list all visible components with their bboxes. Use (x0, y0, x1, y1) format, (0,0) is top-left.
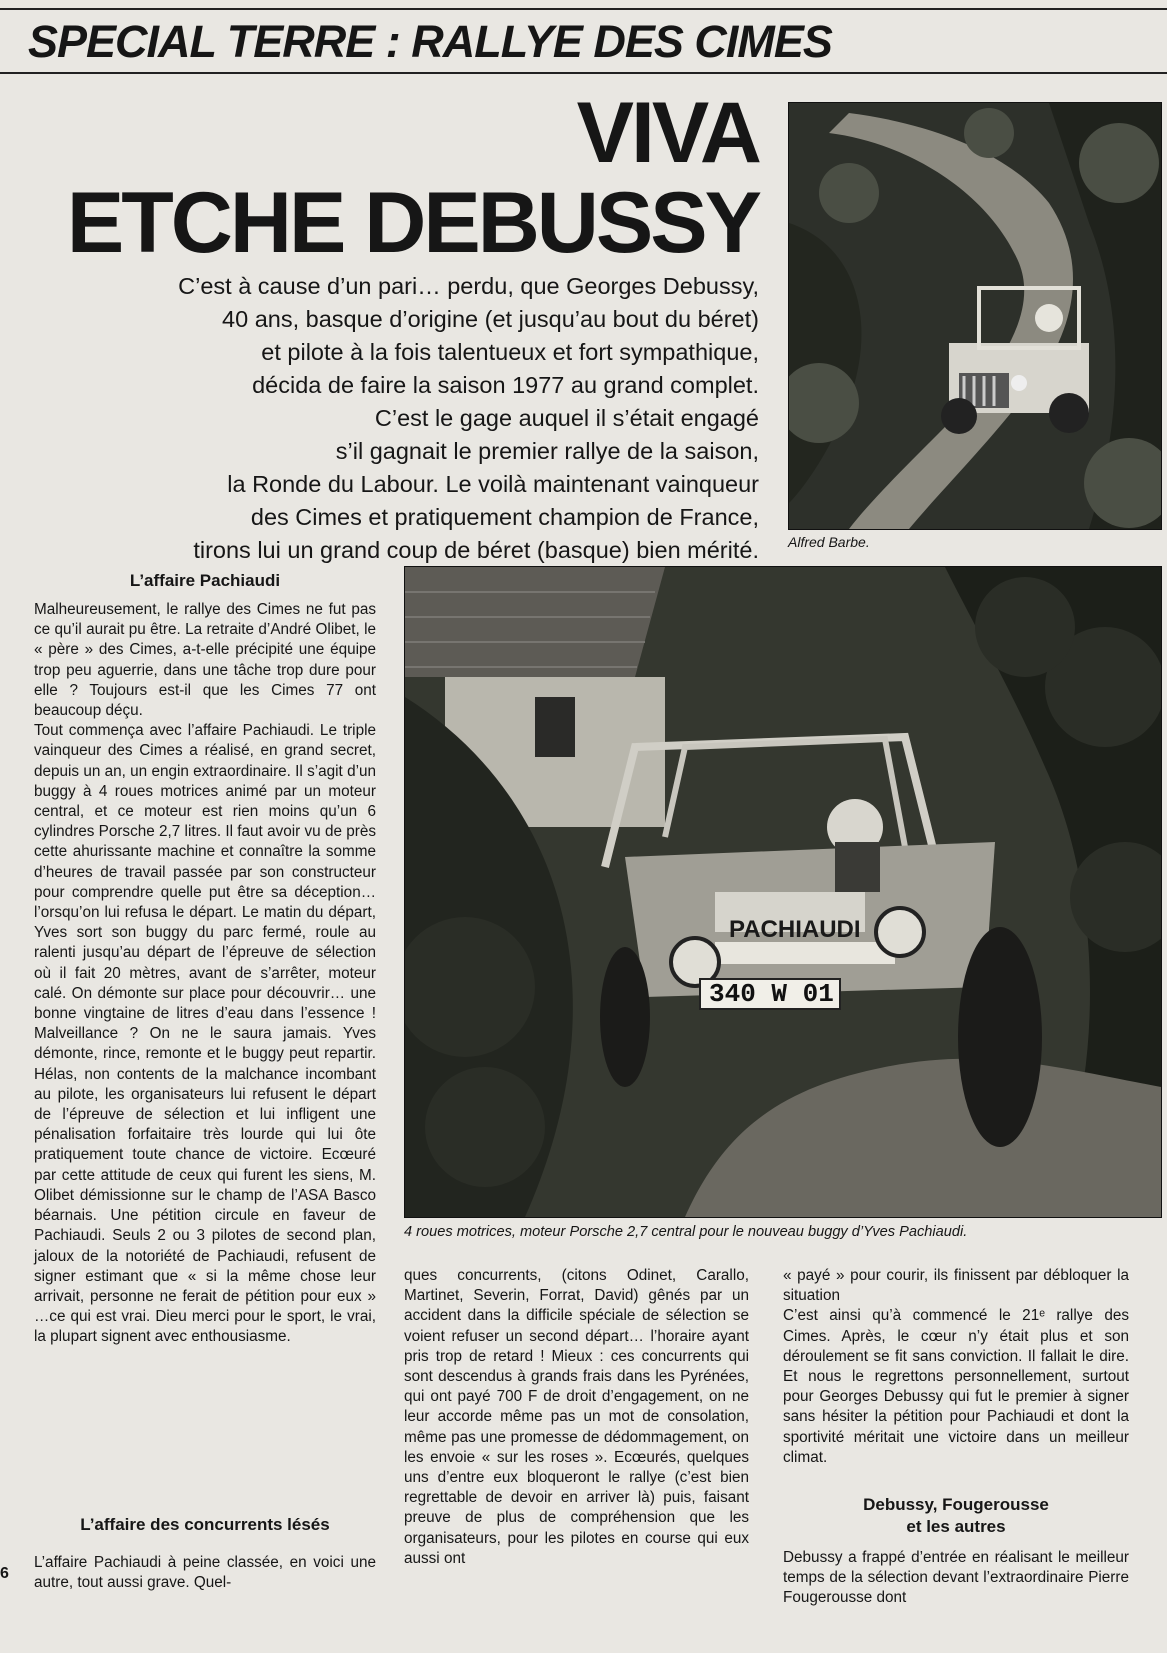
lead-line: des Cimes et pratiquement champion de France, (250, 504, 759, 530)
paragraph: L’affaire Pachiaudi à peine classée, en voici une autre, tout aussi grave. Quel- (34, 1554, 376, 1592)
headline-line-1: VIVA (576, 85, 759, 181)
lead-line: C’est à cause d’un pari… perdu, que Georges Debussy, (178, 273, 759, 299)
lead-line: s’il gagnait le premier rallye de la saison, (335, 438, 759, 464)
column-1-text (34, 600, 376, 1348)
buggy-photo (404, 566, 1162, 1218)
paragraph: C’est ainsi qu’à commencé le 21ᵉ rallye des Cimes. Après, le cœur n’y était plus et son déroulement se fit sans conviction. Il fallait le dire. Et nous le regrettons personnellement, surtout pour Georges Debussy qui fut le premier à signer sans hésiter la pétition pour Pachiaudi et dont la sportivité méritait une victoire dans un meilleur climat. (783, 1307, 1129, 1466)
buggy-brand-text: PACHIAUDI (729, 916, 861, 943)
subheading-line-2: et les autres (906, 1517, 1006, 1536)
header-rule (0, 72, 1167, 74)
column-1-bottom-text (34, 1553, 376, 1593)
buggy-plate-text: 340 W 01 (709, 979, 834, 1009)
paragraph: Tout commença avec l’affaire Pachiaudi. Le triple vainqueur des Cimes a réalisé, en grand secret, depuis un an, un engin extraordinaire. Il s’agit d’un buggy à 4 roues motrices animé par un moteur central, et ce moteur est rien moins qu’un 6 cylindres Porsche 2,7 litres. Il faut avoir vu de près cette ahurissante machine et connaître la somme d’heures de travail passée par son constructeur pour comprendre quelle put être sa déception… l’orsqu’on lui refusa le départ. Le matin du départ, Yves sort son buggy du parc fermé, roule au ralenti jusqu’au départ de l’épreuve de sélection où il fait 20 mètres, avant de s’arrêter, moteur calé. On démonte sur place pour découvrir… une bonne vingtaine de litres d’eau dans l’essence ! Malveillance ? On ne le saura jamais. Yves démonte, rince, remonte et le buggy peut repartir. Hélas, non contents de la malchance incombant au pilote, les organisateurs lui refusent le départ de l’épreuve de sélection et lui infligent une pénalisation forfaitaire très lourde qui lui ôte pratiquement toute chance de victoire. Ecœuré par cette attitude de ceux qui furent les siens, M. Olibet démissionne sur le champ de l’ASA Basco béarnais. Une pétition circule en faveur de Pachiaudi. Seuls 2 ou 3 pilotes de second plan, jaloux de la notoriété de Pachiaudi, refusent de signer estimant que « si la même chose leur arrivait, personne ne ferait de pétition pour eux » …ce qui est vrai. Dieu merci pour le sport, le vrai, la plupart signent avec enthousiasme. (34, 722, 376, 1346)
lead-line: et pilote à la fois talentueux et fort sympathique, (261, 339, 759, 365)
column-3-bottom-text (783, 1548, 1129, 1609)
paragraph: « payé » pour courir, ils finissent par débloquer la situation (783, 1267, 1129, 1305)
article-headline (66, 85, 759, 271)
column-2-text (404, 1266, 749, 1569)
paragraph: Debussy a frappé d’entrée en réalisant le meilleur temps de la sélection devant l’extraordinaire Pierre Fougerousse dont (783, 1549, 1129, 1607)
buggy-photo-caption: 4 roues motrices, moteur Porsche 2,7 central pour le nouveau buggy d’Yves Pachiaudi. (404, 1224, 968, 1240)
lead-line: décida de faire la saison 1977 au grand complet. (252, 372, 759, 398)
headline-line-2: ETCHE DEBUSSY (66, 175, 759, 271)
lead-line: la Ronde du Labour. Le voilà maintenant vainqueur (227, 471, 759, 497)
article-lead (19, 270, 759, 567)
jeep-photo-caption: Alfred Barbe. (788, 534, 870, 550)
lead-line: C’est le gage auquel il s’était engagé (374, 405, 759, 431)
page-number: 6 (0, 1565, 9, 1582)
paragraph: Malheureusement, le rallye des Cimes ne fut pas ce qu’il aurait pu être. La retraite d’André Olibet, le « père » des Cimes, a-t-elle précipité une équipe trop peu aguerrie, dans une tâche trop dure pour elle ? Toujours est-il que les Cimes 77 ont beaucoup déçu. (34, 601, 376, 720)
subheading-concurrents: L’affaire des concurrents lésés (80, 1515, 330, 1534)
lead-line: 40 ans, basque d’origine (et jusqu’au bout du béret) (222, 306, 759, 332)
section-kicker: SPECIAL TERRE : RALLYE DES CIMES (28, 16, 832, 67)
subheading-pachiaudi: L’affaire Pachiaudi (129, 571, 281, 590)
top-rule (0, 8, 1167, 10)
subheading-line-1: Debussy, Fougerousse (863, 1495, 1049, 1514)
jeep-photo (788, 102, 1162, 530)
subheading-debussy (783, 1494, 1129, 1538)
paragraph: ques concurrents, (citons Odinet, Carallo, Martinet, Severin, Forrat, David) gênés par un accident dans la difficile spéciale de sélection se voient refuser un second départ… l’horaire ayant pris trop de retard ! Mieux : ces concurrents qui sont descendus à grands frais dans les Pyrénées, qui ont payé 700 F de droit d’engagement, on ne leur accorde même pas un mot de consolation, même pas une promesse de dédommagement, on les envoie « sur les roses ». Ecœurés, quelques uns d’entre eux bloqueront le rallye (c’est bien regrettable de devoir en arriver là) puis, faisant preuve de plus de compréhension que les organisateurs, pour les pilotes en course qui eux aussi ont (404, 1267, 749, 1567)
lead-line: tirons lui un grand coup de béret (basque) bien mérité. (193, 537, 759, 563)
column-3-text (783, 1266, 1129, 1468)
